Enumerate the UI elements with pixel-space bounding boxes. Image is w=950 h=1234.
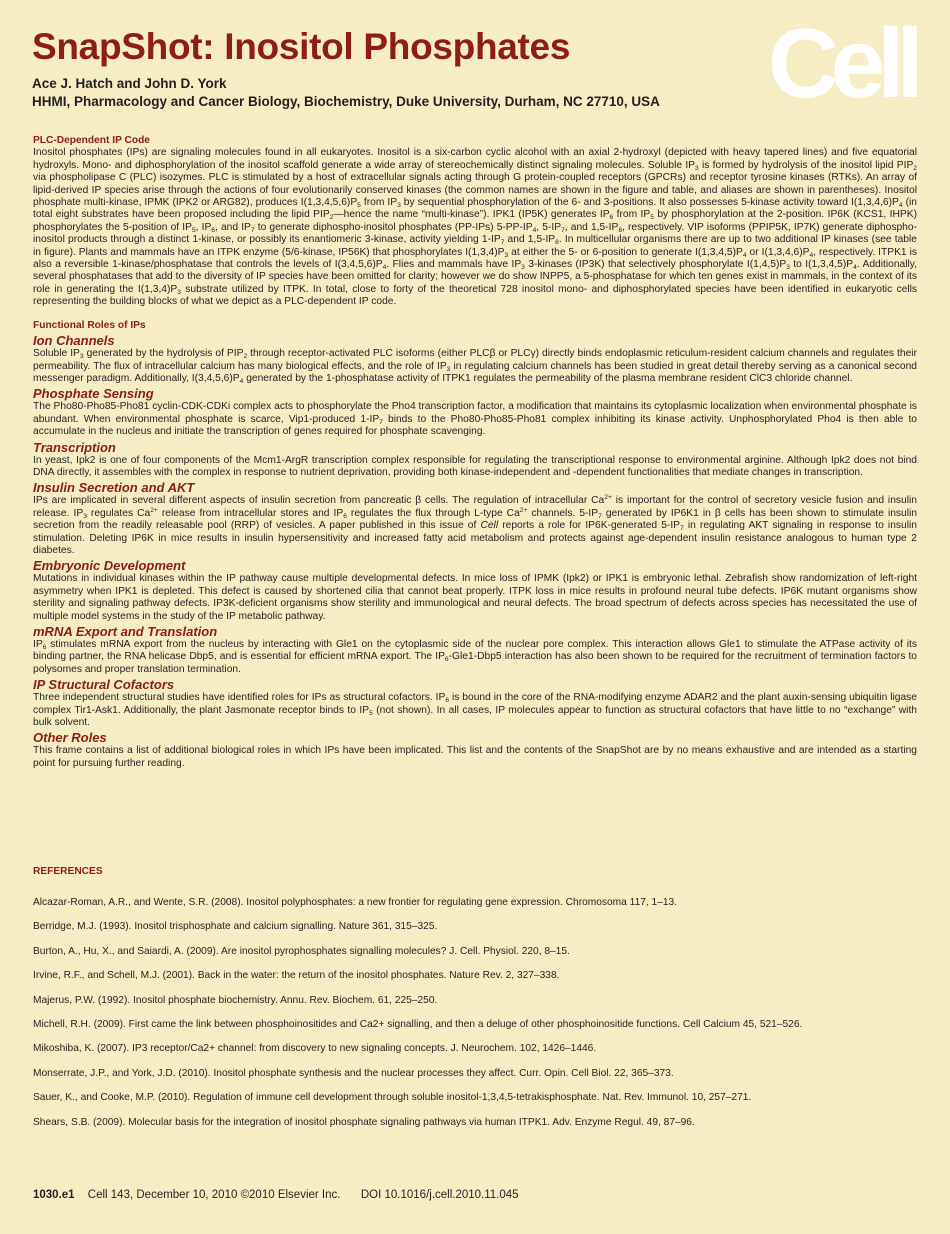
- paragraph-structural: Three independent structural studies have identified roles for IPs as structural cofactors. $IP_6$ is bound in the core of the RNA-modifying enzyme ADAR2 and the plant auxin-sensing ubiquitin ligase complex Tir1-Ask1. Additionally, the plant Jasmonate receptor binds to $IP_5$ (not shown). In all cases, IP molecules appear to function as structural cofactors that have little to no “exchange” with bulk solvent.: [33, 692, 918, 729]
- journal-citation: Cell 143, December 10, 2010 ©2010 Elsevier Inc.: [87, 1189, 341, 1201]
- page-number: 1030.e1: [33, 1189, 75, 1201]
- paragraph-phosphate-sensing: The Pho80-Pho85-Pho81 cyclin-CDK-CDKi complex acts to phosphorylate the Pho4 transcription factor, a modification that maintains its cytoplasmic localization when environmental phosphate is abundant. When environmental phosphate is scarce, Vip1-produced $1-IP_7$ binds to the Pho80-Pho85-Pho81 complex inhibiting its kinase activity. Unphosphorylated Pho4 is then able to accumulate in the nucleus and initiate the transcription of genes required for phosphate scavenging.: [33, 401, 917, 438]
- reference-item: Majerus, P.W. (1992). Inositol phosphate biochemistry. Annu. Rev. Biochem. 61, 225–250.: [33, 994, 438, 1006]
- paragraph-insulin: IPs are implicated in several different aspects of insulin secretion from pancreatic β cells. The regulation of intracellular $Ca^{2+}$ is important for the control of secretory vesicle fusion and insulin release. $IP_3$ regulates $Ca^{2+}$ release from intracellular stores and $IP_6$ regulates the flux through L-type $Ca^{2+}$ channels. $5-IP_7$ generated by IP6K1 in β cells has been shown to stimulate insulin secretion from the readily releasable pool (RRP) of vesicles. A paper published in this issue of Cell reports a role for IP6K-generated $5-IP_7$ in regulating AKT signaling in response to insulin stimulation. Deleting IP6K in mice results in insulin hypersensitivity and increased fatty acid metabolism and protects against age-dependent insulin resistance analogous to human type 2 diabetes.: [33, 494, 918, 556]
- subheading-other: Other Roles: [33, 730, 107, 746]
- subheading-ion-channels: Ion Channels: [33, 333, 115, 349]
- reference-item: Sauer, K., and Cooke, M.P. (2010). Regulation of immune cell development through soluble inositol-1,3,4,5-tetrakisphosphate. Nat. Rev. Immunol. 10, 257–271.: [33, 1092, 752, 1104]
- paragraph-other: This frame contains a list of additional biological roles in which IPs have been implicated. This list and the contents of the SnapShot are by no means exhaustive and are intended as a starting point for pursuing further reading.: [33, 745, 917, 769]
- reference-item: Mikoshiba, K. (2007). IP3 receptor/Ca2+ channel: from discovery to new signaling concepts. J. Neurochem. 102, 1426–1446.: [33, 1043, 597, 1055]
- section-heading-plc: PLC-Dependent IP Code: [33, 135, 150, 146]
- subheading-mrna: mRNA Export and Translation: [33, 624, 218, 639]
- page-title: SnapShot: Inositol Phosphates: [32, 26, 571, 67]
- reference-item: Alcazar-Roman, A.R., and Wente, S.R. (2008). Inositol polyphosphates: a new frontier for regulating gene expression. Chromosoma 117, 1–13.: [33, 897, 678, 908]
- paragraph-mrna: $IP_6$ stimulates mRNA export from the nucleus by interacting with Gle1 on the cytoplasmic side of the nuclear pore complex. This interaction allows Gle1 to stimulate the ATPase activity of its binding partner, the RNA helicase Dbp5, and is essential for efficient mRNA export. The $IP_6-Gle1-Dbp5$ interaction has also been shown to be required for the recruitment of termination factors to polysomes and proper translation termination.: [33, 639, 918, 675]
- references-heading: REFERENCES: [33, 866, 103, 877]
- reference-list: [33, 897, 917, 1141]
- paragraph-embryonic: Mutations in individual kinases within the IP pathway cause multiple developmental defects. In mice loss of IPMK (Ipk2) or IPK1 is embryonic lethal. Zebrafish show randomization of left-right asymmetry when IPK1 is depleted. This defect is caused by shortened cilia that cannot beat properly. ITPK loss in mice results in profound neural tube defects. IP6K mutant organisms show sterility and signaling pathway defects. IP3K-deficient organisms show sterility and immunological and neural defects. The broad spectrum of defects across species has necessitated the use of multiple model systems in the study of the IP metabolic pathway.: [33, 573, 917, 622]
- reference-item: Berridge, M.J. (1993). Inositol trisphosphate and calcium signalling. Nature 361, 315–325.: [33, 921, 438, 933]
- affiliation: HHMI, Pharmacology and Cancer Biology, Biochemistry, Duke University, Durham, NC 27710, USA: [32, 94, 660, 109]
- doi: DOI 10.1016/j.cell.2010.11.045: [360, 1189, 519, 1201]
- page-footer: [33, 1189, 519, 1201]
- reference-item: Monserrate, J.P., and York, J.D. (2010). Inositol phosphate synthesis and the nuclear processes they affect. Curr. Opin. Cell Biol. 22, 365–373.: [33, 1067, 674, 1079]
- subheading-phosphate-sensing: Phosphate Sensing: [33, 386, 154, 402]
- subheading-embryonic: Embryonic Development: [33, 558, 186, 574]
- reference-item: Michell, R.H. (2009). First came the link between phosphoinositides and Ca2+ signalling, and then a deluge of other phosphoinositide functions. Cell Calcium 45, 521–526.: [33, 1018, 803, 1030]
- subheading-structural: IP Structural Cofactors: [33, 677, 175, 693]
- reference-item: Irvine, R.F., and Schell, M.J. (2001). Back in the water: the return of the inositol phosphates. Nature Rev. 2, 327–338.: [33, 970, 560, 982]
- cell-logo: Cell: [768, 8, 916, 118]
- paragraph-ion-channels: Soluble $IP_3$ generated by the hydrolysis of $PIP_2$ through receptor-activated PLC isoforms (either PLCβ or PLCγ) directly binds endoplasmic reticulum-resident calcium channels and regulates their permeability. The flux of intracellular calcium has many biological effects, and the role of $IP_3$ in regulating calcium channels has been studied in great detail thereby serving as a canonical second messenger paradigm. Additionally, $I(3,4,5,6)P_4$ generated by the 1-phosphatase activity of ITPK1 regulates the permeability of the plasma membrane resident ClC3 chloride channel.: [33, 348, 917, 385]
- paragraph-transcription: In yeast, Ipk2 is one of four components of the Mcm1-ArgR transcription complex responsible for regulating the transcriptional response to environmental arginine. Although Ipk2 does not bind DNA directly, it assembles with the complex in response to nutrient deprivation, providing both kinase-independent and -dependent functionalities that mediate changes in transcription.: [33, 454, 917, 478]
- paragraph-plc: Inositol phosphates (IPs) are signaling molecules found in all eukaryotes. Inositol is a six-carbon cyclic alcohol with an axial 2-hydroxyl (depicted with heavy tapered lines) and five equatorial hydroxyls. Mono- and diphosphorylation of the inositol scaffold generate a wide array of stereochemically distinct signaling molecules. Soluble $IP_3$ is formed by hydrolysis of the inositol lipid $PIP_2$ via phospholipase C (PLC) isozymes. PLC is stimulated by a host of extracellular signals acting through G protein-coupled receptors (GPCRs) and receptor tyrosine kinases (RTKs). An array of lipid-derived IP species arise through the actions of four evolutionarily conserved kinases (the common names are shown in the figure and table, and aliases are shown in parentheses). Inositol phosphate multi-kinase, IPMK (IPK2 or ARG82), produces $I(1,3,4,5,6)P_5$ from $IP_3$ by sequential phosphorylation of the 6- and 3-positions. It also possesses 5-kinase activity toward $I(1,3,4,6)P_4$ (in total eight substrates have been proposed including the lipid $PIP_2—hence$ the name “multi-kinase”). IPK1 (IP5K) generates $IP_6$ from $IP_5$ by phosphorylation at the 2-position. IP6K (KCS1, IHPK) phosphorylates the 5-position of $IP_5$, $IP_6$, and $IP_7$ to generate diphospho-inositol phosphates (PP-IPs) $5-PP-IP_4$, $5-IP_7$, and $1,5-IP_8$, respectively. VIP isoforms (PPIP5K, IP7K) generate diphospho-inositol products through a distinct 1-kinase, or possibly its enantiomeric 3-kinase, activity yielding $1-IP_7$ and $1,5-IP_8$. In multicellular organisms there are up to two additional IP kinases (see table in figure). Plants and mammals have an ITPK enzyme (5/6-kinase, IP56K) that phosphorylates $I(1,3,4)P_3$ at either the 5- or 6-position to generate $I(1,3,4,5)P_4$ or $I(1,3,4,6)P_4$, respectively. ITPK1 is also a reversible 1-kinase/phosphatase that controls the levels of $I(3,4,5,6)P_4$. Flies and mammals have $IP_3$ 3-kinases (IP3K) that selectively phosphorylate $I(1,4,5)P_3$ to $I(1,3,4,5)P_4$. Additionally, several phosphatases that add to the diversity of IP species have been omitted for clarity; however we do show INPP5, a 5-phosphatase for which ten genes exist in mammals, in the context of its role in generating the $I(1,3,4)P_3$ substrate utilized by ITPK. In total, close to forty of the theoretical 728 inositol mono- and diphosphorylated species have been identified in eukaryotic cells representing the building blocks of what we depict as a PLC-dependent IP code.: [33, 147, 917, 308]
- section-heading-functional: Functional Roles of IPs: [33, 319, 146, 331]
- reference-item: Burton, A., Hu, X., and Saiardi, A. (2009). Are inositol pyrophosphates signalling molecules? J. Cell. Physiol. 220, 8–15.: [33, 945, 570, 957]
- subheading-insulin: Insulin Secretion and AKT: [33, 480, 195, 496]
- reference-item: Shears, S.B. (2009). Molecular basis for the integration of inositol phosphate signaling pathways via human ITPK1. Adv. Enzyme Regul. 49, 87–96.: [33, 1116, 695, 1128]
- subheading-transcription: Transcription: [33, 439, 116, 455]
- authors: Ace J. Hatch and John D. York: [32, 76, 227, 91]
- article-body: [33, 135, 917, 770]
